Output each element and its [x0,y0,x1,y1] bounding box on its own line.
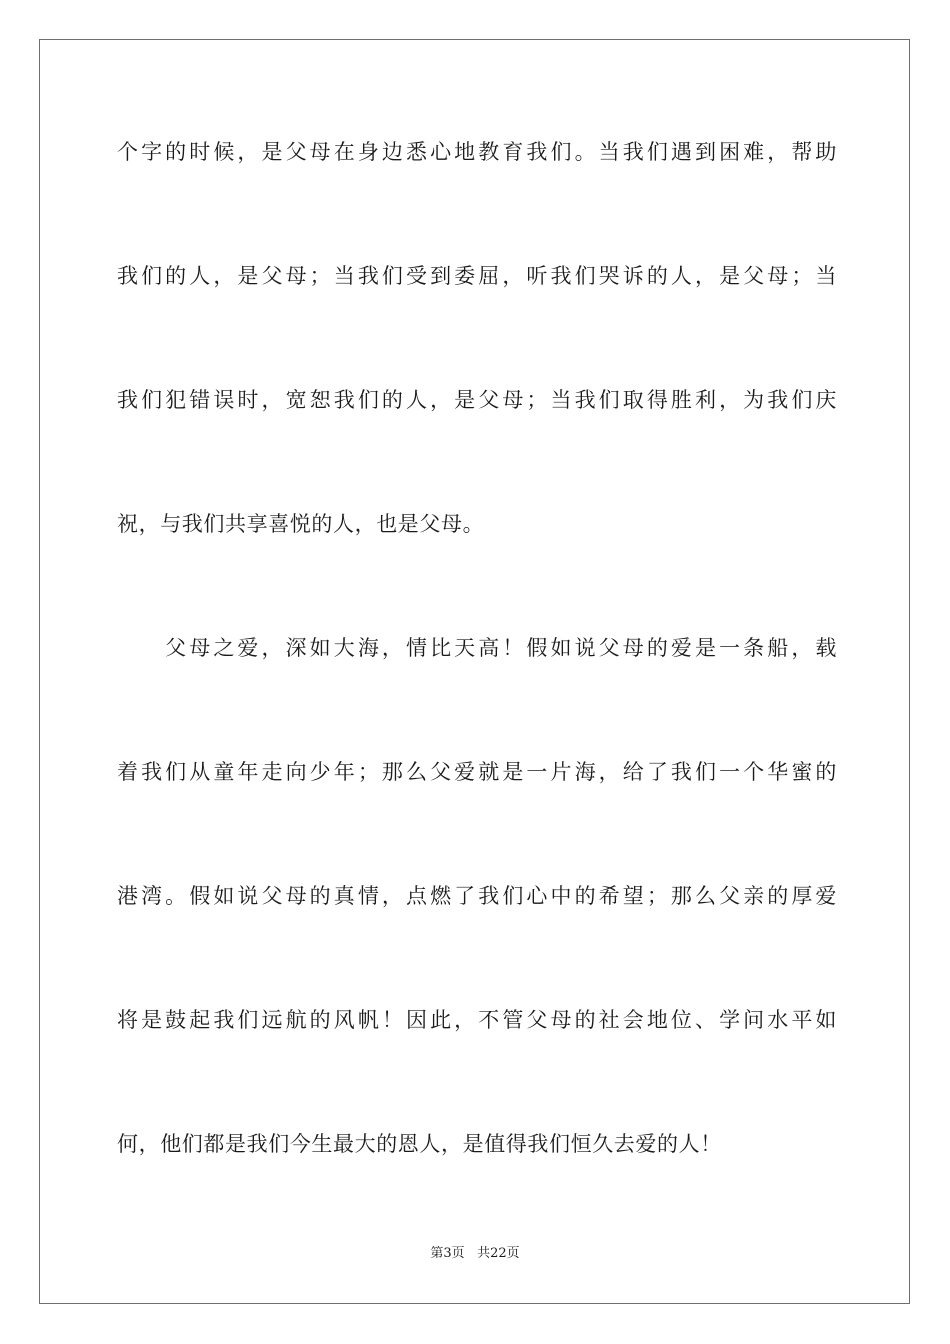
total-pages: 共22页 [477,1246,520,1261]
body-text-line: 港湾。假如说父母的真情，点燃了我们心中的希望；那么父亲的厚爱 [117,884,837,908]
page-footer [0,1245,950,1263]
body-text-line: 父母之爱，深如大海，情比天高！假如说父母的爱是一条船，载 [117,636,837,660]
body-text-line: 个字的时候，是父母在身边悉心地教育我们。当我们遇到困难，帮助 [117,140,837,164]
page-border [39,39,910,1304]
body-text-line: 祝，与我们共享喜悦的人，也是父母。 [117,512,485,536]
body-text-line: 我们犯错误时，宽恕我们的人，是父母；当我们取得胜利，为我们庆 [117,388,837,412]
page-number: 第3页 [430,1246,465,1261]
body-text-line: 着我们从童年走向少年；那么父爱就是一片海，给了我们一个华蜜的 [117,760,837,784]
body-text-line: 我们的人，是父母；当我们受到委屈，听我们哭诉的人，是父母；当 [117,264,837,288]
body-text-line: 何，他们都是我们今生最大的恩人，是值得我们恒久去爱的人！ [117,1132,722,1156]
body-text-line: 将是鼓起我们远航的风帆！因此，不管父母的社会地位、学问水平如 [117,1008,837,1032]
